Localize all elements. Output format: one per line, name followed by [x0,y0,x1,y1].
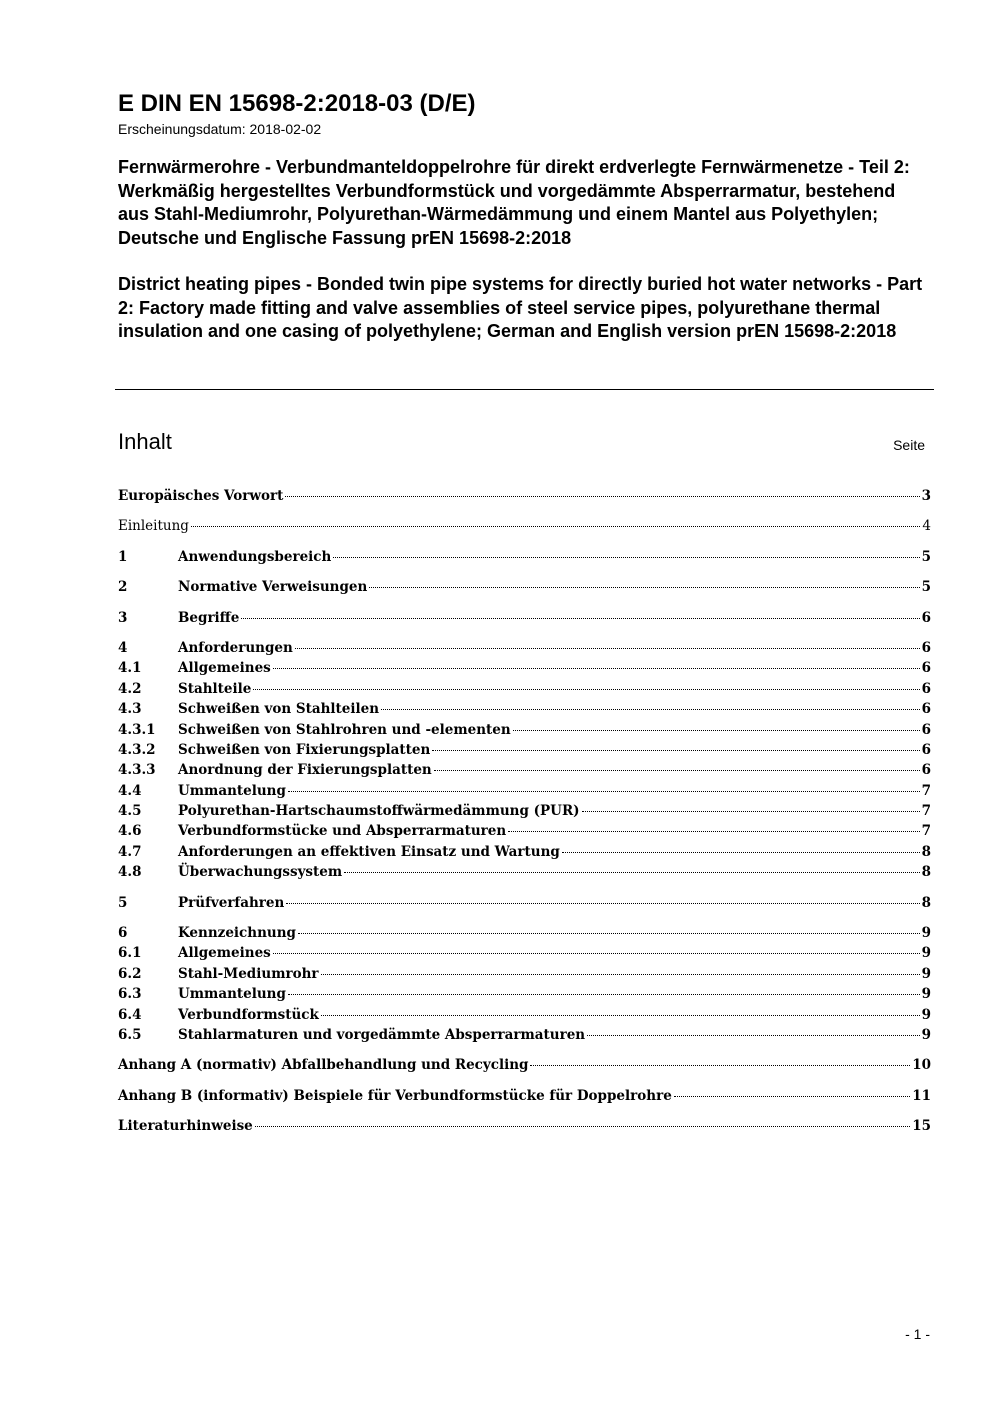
page-number: - 1 - [905,1326,930,1342]
toc-entry-label: Anforderungen [178,639,293,656]
toc-entry-number: 6.1 [118,945,142,962]
toc-entry-page: 6 [921,680,931,697]
toc-leader [381,707,920,710]
toc-entry-page: 6 [921,741,931,758]
toc-leader [513,728,920,731]
toc-title: Inhalt [118,429,172,454]
toc-entry-number: 4.7 [118,843,142,860]
toc-entry-6-2[interactable] [118,964,931,984]
toc-entry-4-2[interactable] [118,679,931,699]
toc-entry-4[interactable] [118,638,931,658]
table-of-contents [118,486,931,1137]
toc-leader [582,809,920,812]
toc-entry-number: 4.5 [118,803,142,820]
toc-entry-4-8[interactable] [118,862,931,882]
toc-leader [508,829,919,832]
toc-entry-4-1[interactable] [118,658,931,678]
document-id: E DIN EN 15698-2:2018-03 (D/E) [118,90,476,117]
toc-entry-page: 6 [921,609,931,626]
toc-entry-page: 15 [912,1118,931,1135]
toc-entry-label: Schweißen von Fixierungsplatten [178,741,431,758]
toc-entry-page: 11 [912,1087,931,1104]
toc-entry-page: 6 [921,701,931,718]
toc-entry-einleitung[interactable] [118,516,931,536]
toc-entry-number: 6.3 [118,986,142,1003]
toc-entry-page: 6 [921,660,931,677]
toc-leader [288,789,920,792]
toc-leader [191,524,920,527]
toc-entry-label: Kennzeichnung [178,925,296,942]
toc-entry-label: Verbundformstücke und Absperrarmaturen [178,823,507,840]
toc-entry-page: 7 [921,823,931,840]
toc-entry-label: Ummantelung [178,782,286,799]
toc-entry-number: 6.4 [118,1006,142,1023]
toc-leader [674,1094,910,1097]
toc-entry-page: 6 [921,762,931,779]
toc-leader [286,901,919,904]
toc-entry-page: 10 [912,1057,931,1074]
toc-leader [285,494,919,497]
toc-entry-annex-b[interactable] [118,1086,931,1106]
toc-entry-page: 8 [921,864,931,881]
toc-entry-vorwort[interactable] [118,486,931,506]
toc-entry-number: 1 [118,548,128,565]
toc-entry-number: 3 [118,609,128,626]
document-header [118,88,934,344]
toc-entry-bibliography[interactable] [118,1116,931,1136]
toc-entry-4-3-1[interactable] [118,720,931,740]
toc-entry-annex-a[interactable] [118,1055,931,1075]
toc-entry-number: 4.3.2 [118,741,156,758]
toc-entry-label: Schweißen von Stahlteilen [178,701,380,718]
toc-entry-label: Anhang B (informativ) Beispiele für Verbundformstücke für Doppelrohre [118,1087,672,1104]
toc-entry-6-5[interactable] [118,1025,931,1045]
toc-entry-6[interactable] [118,923,931,943]
toc-entry-number: 6.5 [118,1026,142,1043]
toc-entry-label: Verbundformstück [178,1006,319,1023]
toc-entry-6-4[interactable] [118,1005,931,1025]
toc-entry-label: Schweißen von Stahlrohren und -elementen [178,721,511,738]
toc-entry-page: 7 [921,803,931,820]
toc-entry-page: 3 [921,488,931,504]
toc-page-label: Seite [893,437,925,453]
toc-entry-4-4[interactable] [118,781,931,801]
toc-leader [298,931,920,934]
toc-entry-number: 4.2 [118,680,142,697]
toc-entry-number: 4 [118,639,128,656]
toc-entry-number: 2 [118,579,128,596]
toc-entry-number: 4.4 [118,782,142,799]
toc-entry-label: Ummantelung [178,986,286,1003]
toc-leader [253,687,919,690]
toc-leader [273,951,920,954]
toc-entry-label: Literaturhinweise [118,1118,253,1135]
toc-leader [369,585,919,588]
toc-entry-label: Normative Verweisungen [178,579,368,596]
toc-entry-label: Stahl-Mediumrohr [178,965,319,982]
toc-entry-page: 9 [921,986,931,1003]
toc-entry-6-1[interactable] [118,943,931,963]
toc-leader [255,1124,910,1127]
toc-entry-number: 4.3.3 [118,762,156,779]
toc-entry-page: 9 [921,965,931,982]
toc-entry-4-6[interactable] [118,821,931,841]
toc-entry-4-5[interactable] [118,801,931,821]
toc-entry-6-3[interactable] [118,984,931,1004]
toc-entry-page: 8 [921,843,931,860]
toc-entry-label: Allgemeines [178,660,271,677]
title-german: Fernwärmerohre - Verbundmanteldoppelrohre für direkt erdverlegte Fernwärmenetze - Teil 2: Werkmäßig hergestelltes Verbundformstück und vorgedämmte Absperrarmatur, bestehend aus Stahl-Mediumrohr, Polyurethan-Wärmedämmung und einem Mantel aus Polyethylen; Deutsche und Englische Fassung prEN 15698-2:2018 [118,157,910,248]
toc-entry-label: Anordnung der Fixierungsplatten [178,762,432,779]
toc-leader [434,768,920,771]
toc-entry-page: 6 [921,639,931,656]
toc-leader [241,616,919,619]
toc-entry-label: Begriffe [178,609,240,626]
toc-entry-4-3[interactable] [118,699,931,719]
toc-entry-label: Anwendungsbereich [178,548,332,565]
toc-entry-1[interactable] [118,547,931,567]
toc-entry-number: 4.3 [118,701,142,718]
toc-entry-number: 6.2 [118,965,142,982]
toc-entry-page: 6 [921,721,931,738]
toc-leader [295,646,920,649]
toc-entry-label: Stahlteile [178,680,252,697]
toc-leader [530,1063,910,1066]
toc-entry-page: 9 [921,1026,931,1043]
toc-entry-label: Einleitung [118,518,189,535]
toc-leader [321,1013,920,1016]
toc-leader [273,666,920,669]
toc-entry-label: Polyurethan-Hartschaumstoffwärmedämmung (PUR) [178,803,580,820]
toc-leader [432,748,919,751]
toc-entry-4-3-2[interactable] [118,740,931,760]
toc-leader [321,972,920,975]
toc-entry-label: Anforderungen an effektiven Einsatz und Wartung [178,843,560,860]
toc-entry-number: 4.8 [118,864,142,881]
toc-entry-number: 4.1 [118,660,142,677]
toc-entry-page: 5 [921,579,931,596]
toc-entry-page: 7 [921,782,931,799]
toc-entry-page: 8 [921,894,931,911]
toc-entry-3[interactable] [118,608,931,628]
header-divider [115,389,934,390]
toc-entry-page: 9 [921,925,931,942]
toc-entry-page: 9 [921,945,931,962]
toc-entry-page: 5 [921,548,931,565]
toc-entry-2[interactable] [118,577,931,597]
toc-entry-number: 5 [118,894,128,911]
toc-leader [344,870,919,873]
toc-entry-5[interactable] [118,893,931,913]
toc-leader [562,850,920,853]
publication-date: Erscheinungsdatum: 2018-02-02 [118,121,322,137]
toc-entry-label: Anhang A (normativ) Abfallbehandlung und Recycling [118,1057,529,1074]
toc-entry-page: 4 [922,518,931,535]
toc-leader [587,1033,919,1036]
toc-leader [288,992,920,995]
toc-entry-label: Prüfverfahren [178,894,285,911]
toc-entry-4-7[interactable] [118,842,931,862]
title-english: District heating pipes - Bonded twin pipe systems for directly buried hot water networks - Part 2: Factory made fitting and valve assemblies of steel service pipes, polyurethane thermal insulation and one casing of polyethylene; German and English version prEN 15698-2:2018 [118,274,923,341]
toc-entry-label: Allgemeines [178,945,271,962]
toc-entry-4-3-3[interactable] [118,760,931,780]
toc-entry-number: 6 [118,925,128,942]
toc-entry-number: 4.6 [118,823,142,840]
toc-entry-label: Europäisches Vorwort [118,488,284,504]
toc-entry-label: Stahlarmaturen und vorgedämmte Absperrarmaturen [178,1026,586,1043]
toc-entry-label: Überwachungssystem [178,864,343,881]
toc-entry-page: 9 [921,1006,931,1023]
toc-leader [333,555,919,558]
toc-entry-number: 4.3.1 [118,721,156,738]
